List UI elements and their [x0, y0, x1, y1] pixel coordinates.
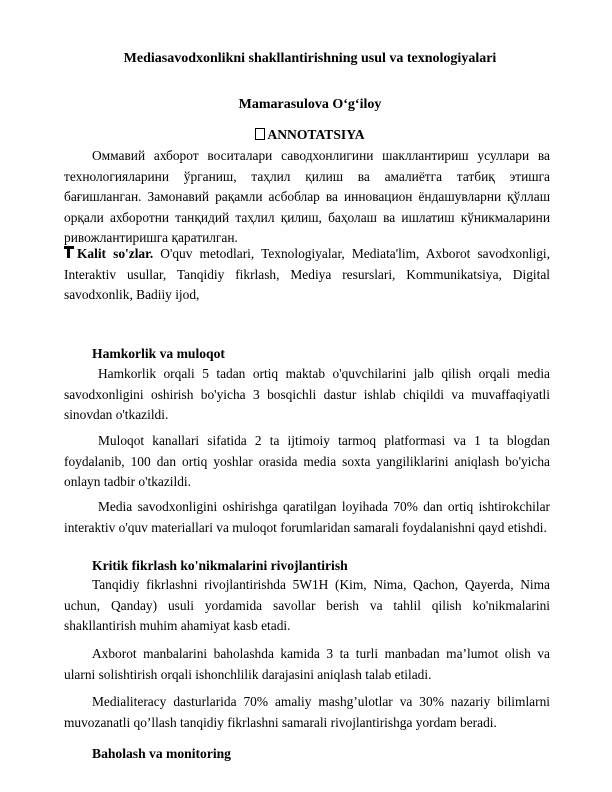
body-paragraph: Hamkorlik orqali 5 tadan ortiq maktab o'quvchilarini jalb qilish orqali media savodxonligini oshirish bo'yicha 3 bosqichli dastur ishlab chiqildi va muvaffaqiyatli sinovdan o'tkazildi. — [64, 366, 550, 422]
missing-glyph-icon — [255, 128, 265, 140]
section-heading-assessment: Baholash va monitoring — [92, 746, 231, 761]
author-name: Mamarasulova O‘g‘iloy — [238, 97, 382, 112]
body-paragraph: Muloqot kanallari sifatida 2 ta ijtimoiy tarmoq platformasi va 1 ta blogdan foydalanib, 100 dan ortiq yoshlar orasida media soxta yangiliklarini aniqlash bo'yicha onlayn tadbir o'tkazildi. — [64, 433, 550, 489]
annotation-heading-text: ANNOTATSIYA — [267, 127, 365, 142]
keywords-text: O'quv metodlari, Texnologiyalar, Mediata'lim, Axborot savodxonligi, Interaktiv usullar, Tanqidiy fikrlash, Mediya resurslari, Kommunikatsiya, Digital savodxonlik, Badiiy ijod, — [64, 246, 551, 302]
keywords-label: Kalit so'zlar. — [77, 246, 154, 261]
body-paragraph: Tanqidiy fikrlashni rivojlantirishda 5W1H (Kim, Nima, Qachon, Qayerda, Nima uchun, Qanday) usuli yordamida savollar berish va tahlil qilish ko'nikmalarini shakllantirish muhim ahamiyat kasb etadi. — [64, 577, 550, 633]
document-title: Mediasavodxonlikni shakllantirishning usul va texnologiyalari — [123, 51, 497, 66]
body-paragraph: Medialiteracy dasturlarida 70% amaliy mashg’ulotlar va 30% nazariy bilimlarni muvozanatli qo’llash tanqidiy fikrlashni samarali rivojlantirishga yordam beradi. — [64, 694, 550, 730]
section-heading-collaboration: Hamkorlik va muloqot — [92, 346, 225, 361]
keywords-paragraph — [64, 244, 550, 306]
body-paragraph: Media savodxonligini oshirishga qaratilgan loyihada 70% dan ortiq ishtirokchilar interaktiv o'quv materiallari va muloqot forumlaridan samarali foydalanishni qayd etishdi. — [64, 499, 550, 535]
pin-icon — [64, 246, 74, 258]
section-heading-critical-thinking: Kritik fikrlash ko'nikmalarini rivojlantirish — [92, 558, 348, 573]
annotation-heading — [60, 127, 560, 143]
body-paragraph: Axborot manbalarini baholashda kamida 3 ta turli manbadan ma’lumot olish va ularni solishtirish orqali ishonchlilik darajasini aniqlash talab etiladi. — [64, 646, 550, 682]
annotation-paragraph: Оммавий ахборот воситалари саводхонлигини шакллантириш усуллари ва технологияларини ўрганиш, таҳлил қилиш ва амалиётга татбиқ этишга бағишланган. Замонавий рақамли асбоблар ва инновацион ёндашувларни қўллаш орқали ахборотни танқидий таҳлил қилиш, баҳолаш ва ишлатиш кўникмаларини ривожлантиришга қаратилган. — [64, 148, 550, 245]
